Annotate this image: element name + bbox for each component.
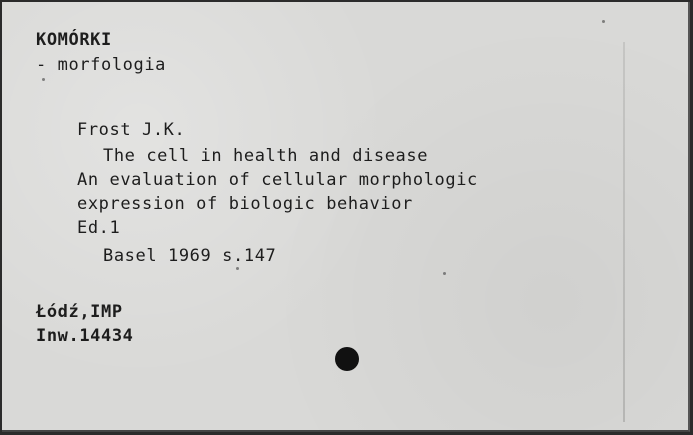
paper-speck: [42, 78, 45, 81]
book-title-line-3: expression of biologic behavior: [77, 194, 413, 214]
punch-hole: [335, 347, 359, 371]
author: Frost J.K.: [77, 120, 186, 140]
book-title-line-1: The cell in health and disease: [103, 146, 429, 166]
edition: Ed.1: [77, 218, 121, 238]
subject-heading: KOMÓRKI: [36, 30, 112, 50]
book-title-line-2: An evaluation of cellular morphologic: [77, 170, 478, 190]
library-location: Łódź,IMP: [36, 302, 123, 322]
paper-speck: [443, 272, 446, 275]
subject-subheading: - morfologia: [36, 55, 167, 75]
imprint: Basel 1969 s.147: [103, 246, 277, 266]
vertical-rule: [623, 42, 625, 422]
catalog-card: [2, 2, 690, 432]
inventory-number: Inw.14434: [36, 326, 134, 346]
paper-speck: [236, 267, 239, 270]
paper-speck: [602, 20, 605, 23]
